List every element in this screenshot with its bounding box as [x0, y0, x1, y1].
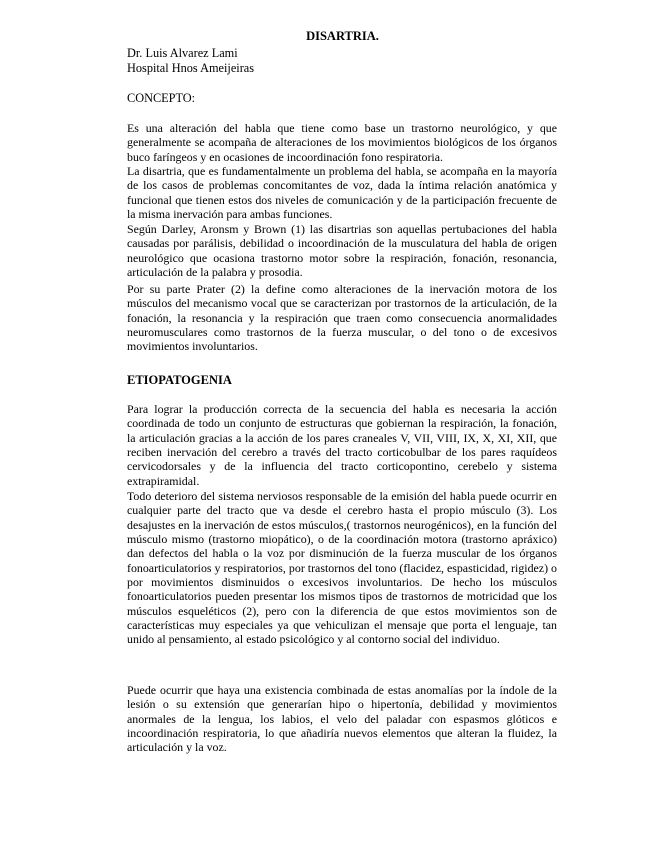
paragraph: Para lograr la producción correcta de la secuencia del habla es necesaria la acción coordinada de todo un conjunto de estructuras que gobiernan la respiración, la fonación, la articulación gracias a la acción de los pares craneales V, VII, VIII, IX, X, XI, XII, que reciben inervación del cerebro a través del tracto corticobulbar de los pares raquídeos cervicodorsales y de la influencia del tracto corticopontino, cerebelo y sistema extrapiramidal.	[127, 402, 557, 488]
paragraph: Según Darley, Aronsm y Brown (1) las disartrias son aquellas pertubaciones del habla causadas por parálisis, debilidad o incoordinación de la musculatura del habla de origen neurológico que ocasiona trastorno motor sobre la respiración, fonación, resonancia, articulación de la palabra y prosodia.	[127, 222, 557, 280]
paragraph: La disartria, que es fundamentalmente un problema del habla, se acompaña en la mayoría de los casos de problemas concomitantes de voz, dada la íntima relación anatómica y funcional que tienen estos dos niveles de comunicación y de la participación frecuente de la misma inervación para ambas funciones.	[127, 164, 557, 222]
section-heading-etiopatogenia: ETIOPATOGENIA	[127, 373, 232, 387]
document-title: DISARTRIA.	[306, 29, 379, 43]
paragraph: Es una alteración del habla que tiene como base un trastorno neurológico, y que generalmente se acompaña de alteraciones de los movimientos biológicos de los órganos buco faríngeos y en ocasiones de incoordinación fono respiratoria.	[127, 121, 557, 164]
institution-name: Hospital Hnos Ameijeiras	[127, 61, 255, 75]
author-name: Dr. Luis Alvarez Lami	[127, 46, 238, 60]
paragraph: Todo deterioro del sistema nerviosos responsable de la emisión del habla puede ocurrir en cualquier parte del tracto que va desde el cerebro hasta el propio músculo (3). Los desajustes en la inervación de estos músculos,( trastornos neurogénicos), en la función del músculo mismo (trastorno miopático), o de la coordinación motora (trastorno apráxico) dan defectos del habla o la voz por disminución de la fuerza muscular de los órganos fonoarticulatorios y respiratorios, por trastornos del tono (flacidez, espasticidad, rigidez) o por movimientos disminuidos o excesivos involuntarios. De hecho los músculos fonoarticulatorios pueden presentar los mismos tipos de trastornos de motricidad que los músculos esqueléticos (2), pero con la diferencia de que estos movimientos son de características muy especiales ya que vehiculizan el mensaje que porta el lenguaje, tan unido al pensamiento, al estado psicológico y al contorno social del individuo.	[127, 489, 557, 647]
paragraph: Puede ocurrir que haya una existencia combinada de estas anomalías por la índole de la lesión o su extensión que generarían hipo o hipertonía, debilidad y movimientos anormales de la lengua, los labios, el velo del paladar con espasmos glóticos e incoordinación respiratoria, lo que añadiría nuevos elementos que alteran la fluidez, la articulación y la voz.	[127, 683, 557, 755]
section-heading-concepto: CONCEPTO:	[127, 91, 196, 105]
paragraph: Por su parte Prater (2) la define como alteraciones de la inervación motora de los músculos del mecanismo vocal que se caracterizan por trastornos de la articulación, de la fonación, la resonancia y la respiración que traen como consecuencia anormalidades neuromusculares como trastornos de la fuerza muscular, o del tono o de excesivos movimientos involuntarios.	[127, 282, 557, 354]
